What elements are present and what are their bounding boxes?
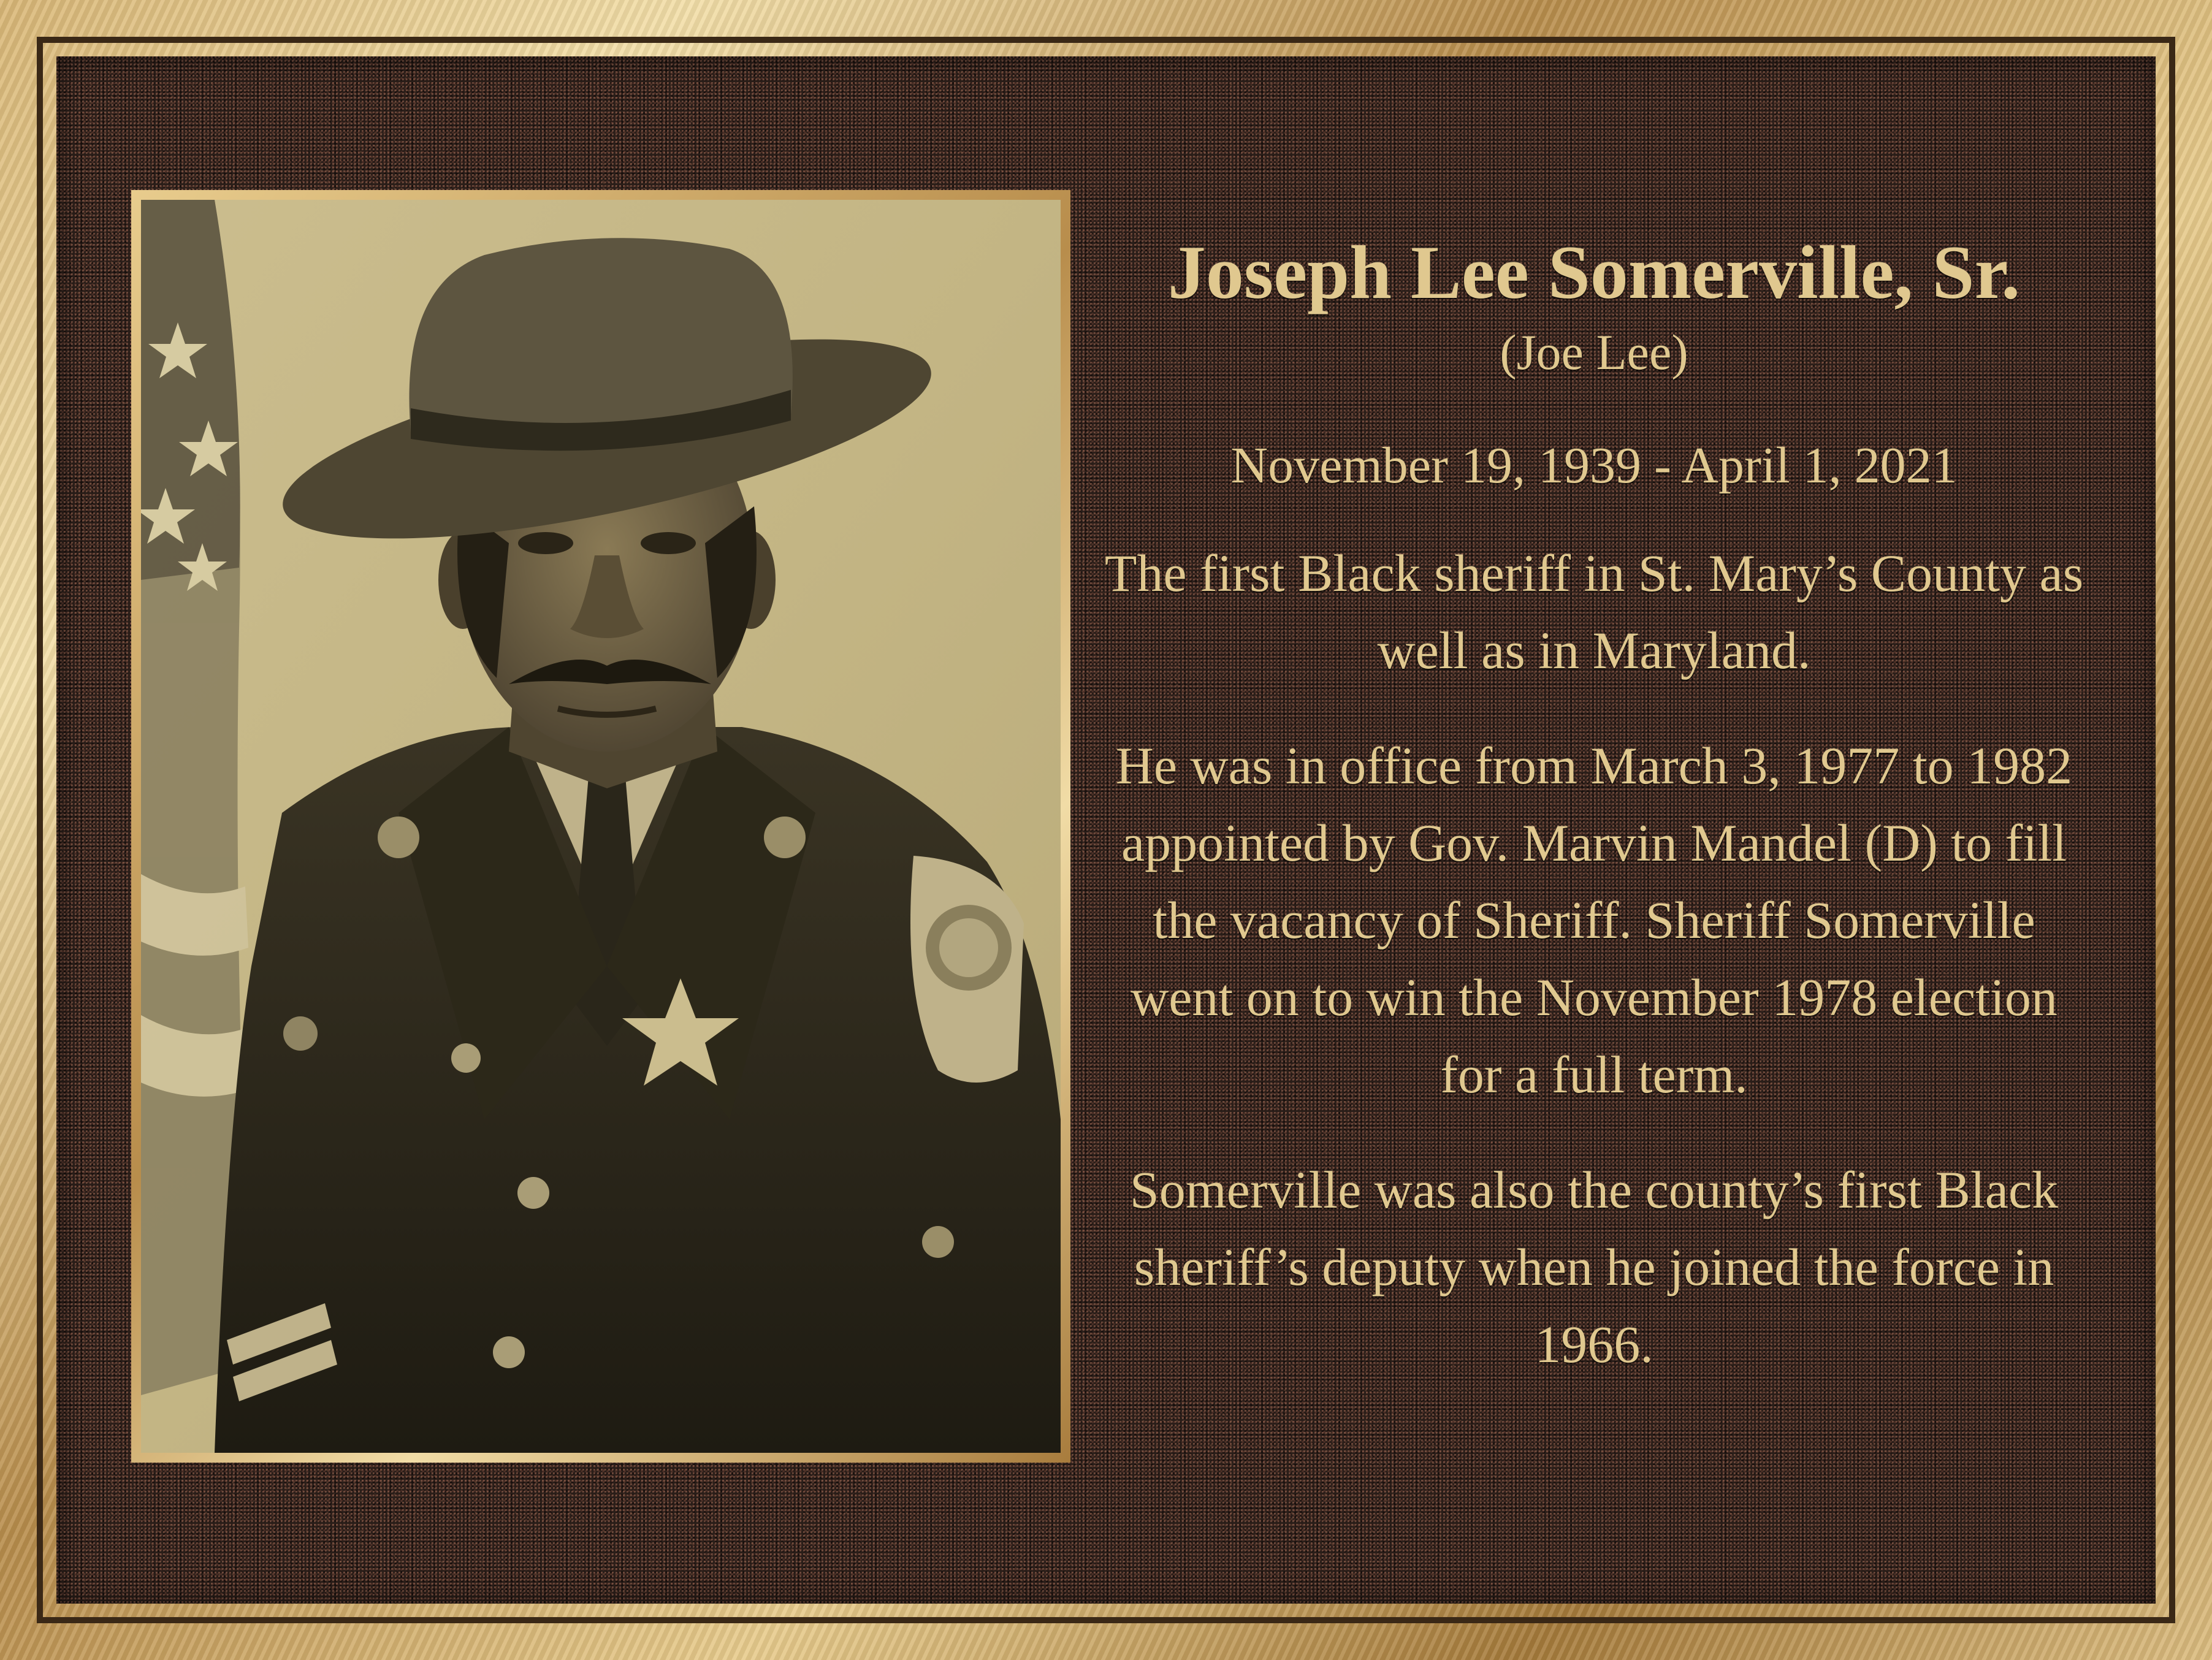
paragraph-first-sheriff: The first Black sheriff in St. Mary’s County as well as in Maryland. xyxy=(1104,544,2084,680)
portrait-photo xyxy=(141,200,1061,1453)
honoree-name: Joseph Lee Somerville, Sr. xyxy=(1167,230,2021,314)
honoree-nickname: (Joe Lee) xyxy=(1500,324,1688,380)
portrait-frame xyxy=(131,190,1070,1463)
paragraph-first-deputy: Somerville was also the county’s first Black sheriff’s deputy when he joined the force in 1966. xyxy=(1129,1160,2059,1374)
paragraph-term-of-office: He was in office from March 3, 1977 to 1982 appointed by Gov. Marvin Mandel (D) to fill the vacancy of Sheriff. Sheriff Somerville went on to win the November 1978 election for a full term. xyxy=(1115,736,2073,1104)
life-dates: November 19, 1939 - April 1, 2021 xyxy=(1230,437,1958,494)
inscription xyxy=(1097,227,2091,1421)
